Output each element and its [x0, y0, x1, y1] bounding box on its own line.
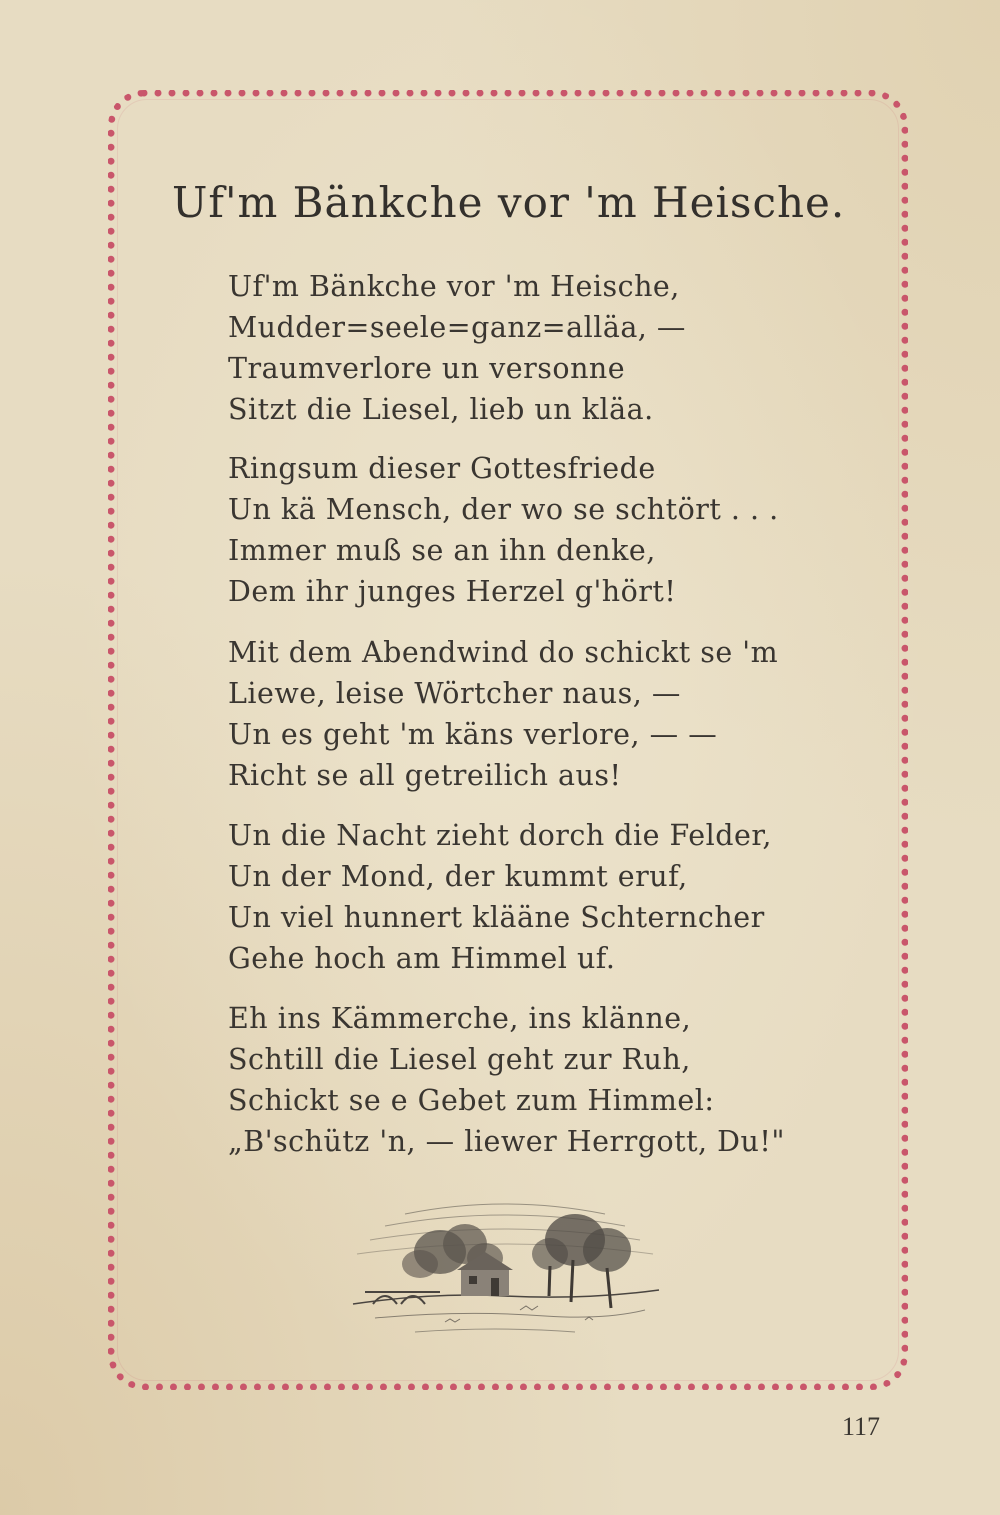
- poem-line: Mit dem Abendwind do schickt se 'm: [228, 636, 779, 669]
- poem-line: Mudder=seele=ganz=alläa, —: [228, 311, 686, 344]
- poem-line: Traumverlore un versonne: [228, 352, 626, 385]
- poem-line: Ringsum dieser Gottesfriede: [228, 452, 656, 485]
- page-number: 117: [841, 1412, 880, 1441]
- poem-line: Un kä Mensch, der wo se schtört . . .: [228, 493, 779, 526]
- poem-line: Eh ins Kämmerche, ins klänne,: [228, 1002, 692, 1035]
- poem-line: Sitzt die Liesel, lieb un kläa.: [228, 393, 654, 426]
- poem-line: Gehe hoch am Himmel uf.: [228, 942, 616, 975]
- stanza-5: [228, 998, 868, 1162]
- poem-line: „B'schütz 'n, — liewer Herrgott, Du!": [228, 1125, 785, 1158]
- village-landscape-vignette: [345, 1192, 665, 1342]
- stanza-2: [228, 448, 868, 612]
- poem-line: Immer muß se an ihn denke,: [228, 534, 656, 567]
- poem-line: Un viel hunnert klääne Schterncher: [228, 901, 765, 934]
- stanza-4: [228, 815, 868, 979]
- poem-title: Uf'm Bänkche vor 'm Heische.: [172, 178, 846, 227]
- poem-line: Un der Mond, der kummt eruf,: [228, 860, 688, 893]
- poem-line: Schickt se e Gebet zum Himmel:: [228, 1084, 715, 1117]
- poem-line: Uf'm Bänkche vor 'm Heische,: [228, 270, 680, 303]
- poem-line: Dem ihr junges Herzel g'hört!: [228, 575, 677, 608]
- poem-line: Richt se all getreilich aus!: [228, 759, 622, 792]
- poem-line: Un es geht 'm käns verlore, — —: [228, 718, 718, 751]
- stanza-1: [228, 266, 868, 430]
- stanza-3: [228, 632, 868, 796]
- poem-line: Schtill die Liesel geht zur Ruh,: [228, 1043, 691, 1076]
- poem-line: Liewe, leise Wörtcher naus, —: [228, 677, 681, 710]
- poem-line: Un die Nacht zieht dorch die Felder,: [228, 819, 772, 852]
